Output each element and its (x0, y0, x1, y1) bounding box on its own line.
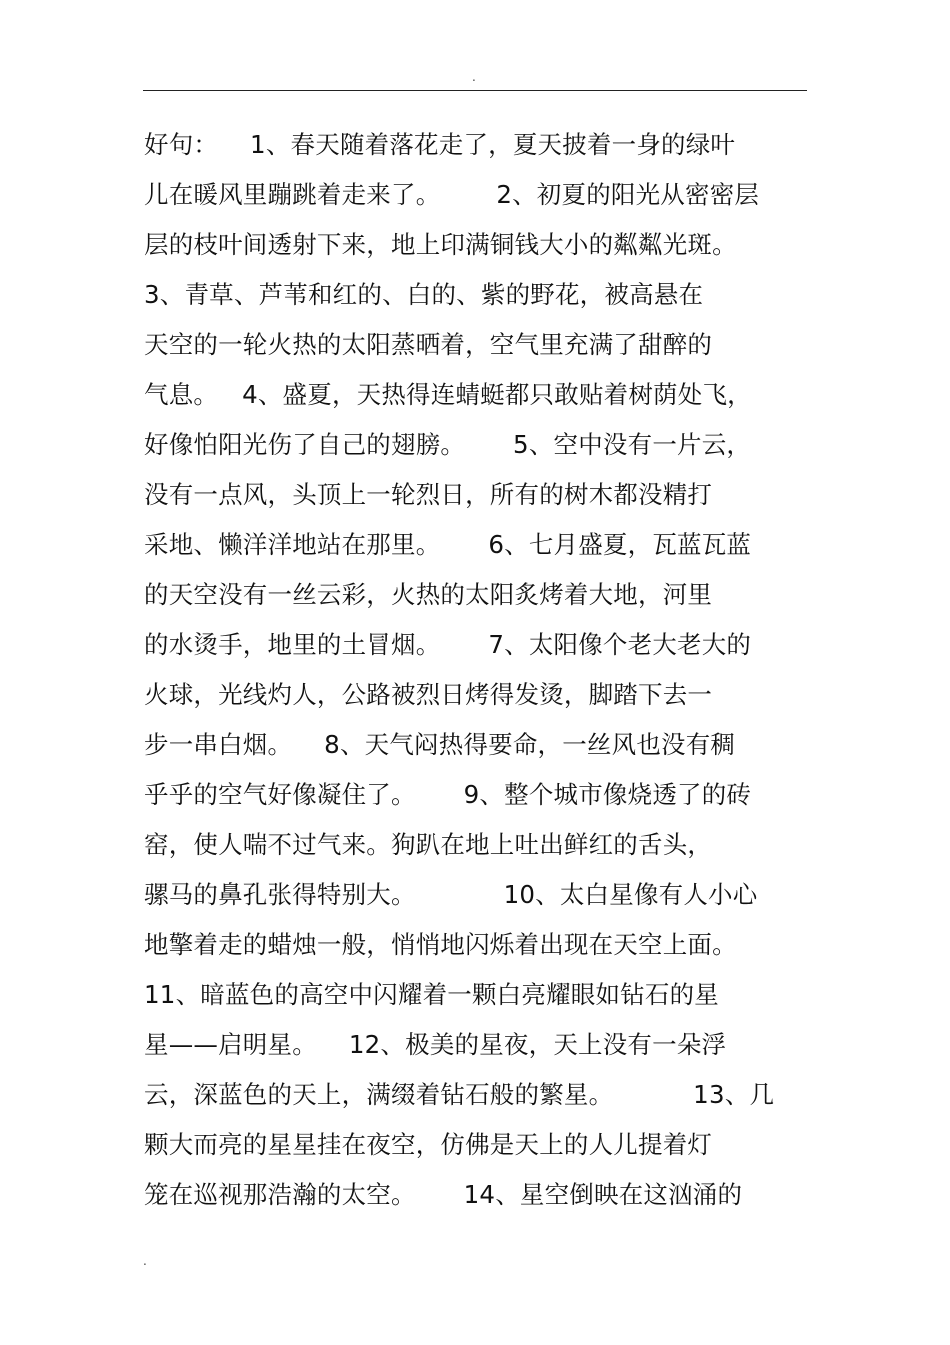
text-line: 的天空没有一丝云彩，火热的太阳炙烤着大地，河里 (144, 580, 713, 609)
text-line: 采地、懒洋洋地站在那里。 6、七月盛夏，瓦蓝瓦蓝 (144, 530, 752, 559)
text-line: 步一串白烟。 8、天气闷热得要命，一丝风也没有稠 (144, 730, 736, 759)
text-line: 骡马的鼻孔张得特别大。 10、太白星像有人小心 (144, 880, 758, 909)
text-line: 好句： 1、春天随着落花走了，夏天披着一身的绿叶 (144, 130, 736, 159)
header-dot: . (472, 70, 476, 84)
text-line: 11、暗蓝色的高空中闪耀着一颗白亮耀眼如钻石的星 (144, 980, 719, 1009)
text-line: 火球，光线灼人，公路被烈日烤得发烫，脚踏下去一 (144, 680, 713, 709)
text-line: 的水烫手，地里的土冒烟。 7、太阳像个老大老大的 (144, 630, 752, 659)
text-line: 笼在巡视那浩瀚的太空。 14、星空倒映在这汹涌的 (144, 1180, 743, 1209)
text-line: 天空的一轮火热的太阳蒸晒着，空气里充满了甜醉的 (144, 330, 713, 359)
footer-dot: . (143, 1254, 147, 1268)
text-line: 星——启明星。 12、极美的星夜，天上没有一朵浮 (144, 1030, 727, 1059)
text-line: 窑，使人喘不过气来。狗趴在地上吐出鲜红的舌头， (144, 830, 713, 859)
text-line: 云，深蓝色的天上，满缀着钻石般的繁星。 13、几 (144, 1080, 775, 1109)
text-line: 儿在暖风里蹦跳着走来了。 2、初夏的阳光从密密层 (144, 180, 760, 209)
text-line: 地擎着走的蜡烛一般，悄悄地闪烁着出现在天空上面。 (144, 930, 737, 959)
text-line: 3、青草、芦苇和红的、白的、紫的野花，被高悬在 (144, 280, 704, 309)
text-line: 气息。 4、盛夏，天热得连蜻蜓都只敢贴着树荫处飞， (144, 380, 752, 409)
text-line: 没有一点风，头顶上一轮烈日，所有的树木都没精打 (144, 480, 713, 509)
text-line: 乎乎的空气好像凝住了。 9、整个城市像烧透了的砖 (144, 780, 752, 809)
text-line: 颗大而亮的星星挂在夜空，仿佛是天上的人儿提着灯 (144, 1130, 713, 1159)
body-text (144, 120, 814, 1220)
text-line: 层的枝叶间透射下来，地上印满铜钱大小的粼粼光斑。 (144, 230, 737, 259)
text-line: 好像怕阳光伤了自己的翅膀。 5、空中没有一片云， (144, 430, 752, 459)
header-rule (143, 90, 807, 91)
